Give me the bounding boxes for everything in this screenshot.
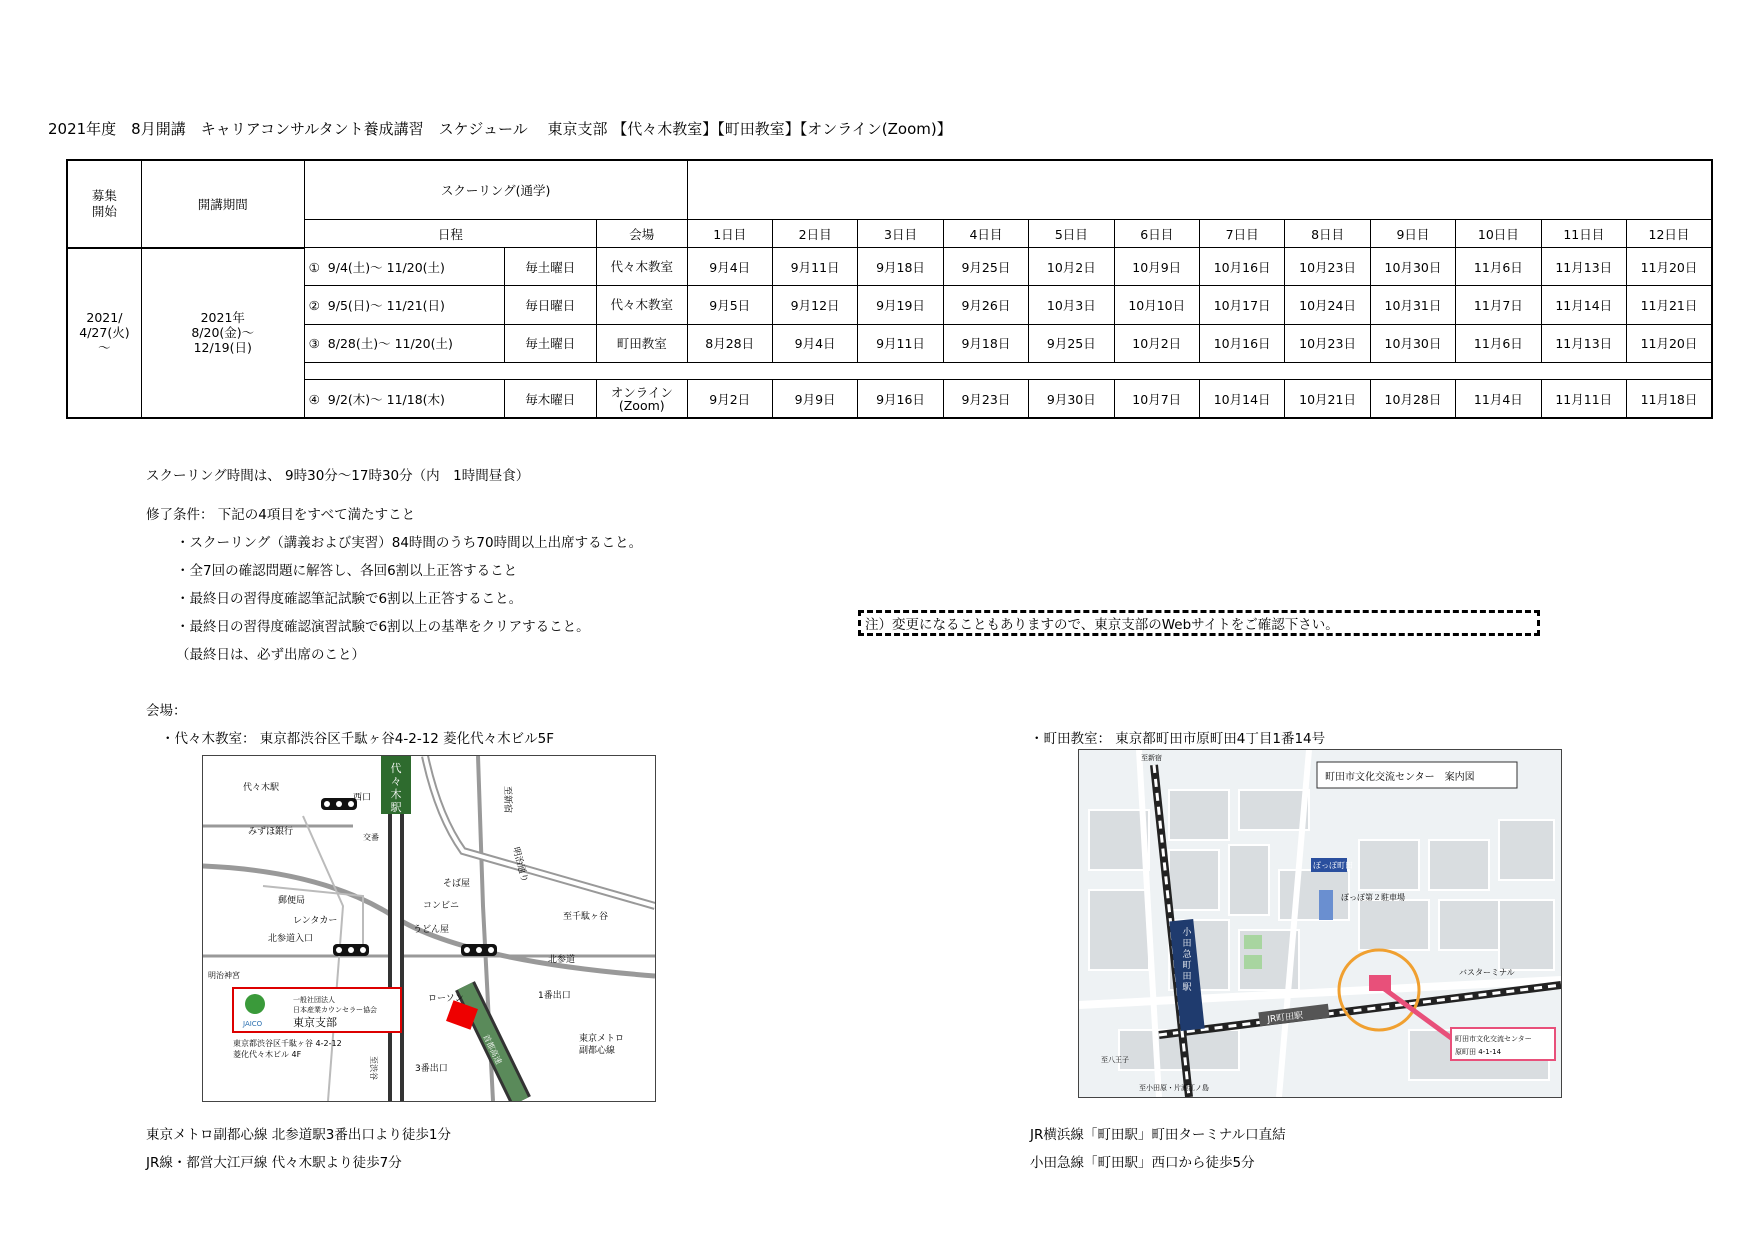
machida-access-2: 小田急線「町田駅」西口から徒歩5分 [1030, 1155, 1255, 1171]
session-date: 9月11日 [772, 248, 857, 286]
map-label-sendagaya: 至千駄ヶ谷 [563, 912, 609, 922]
notice-box: 注）変更になることもありますので、東京支部のWebサイトをご確認下さい。 [858, 610, 1540, 636]
parking2-label: ぽっぽ第２駐車場 [1341, 893, 1405, 902]
session-date: 9月12日 [772, 286, 857, 324]
odakyu-station-label: 小田急町田駅 [1182, 928, 1192, 993]
map-label-nishiguchi: 西口 [353, 793, 372, 803]
session-date: 8月28日 [687, 324, 772, 362]
map-label-expressway: 首都高速 [481, 1032, 504, 1066]
machida-access-1: JR横浜線「町田駅」町田ターミナル口直結 [1030, 1127, 1286, 1143]
session-date: 9月23日 [943, 380, 1028, 418]
completion-title: 修了条件： 下記の4項目をすべて満たすこと [146, 507, 416, 523]
session-date: 10月16日 [1199, 324, 1284, 362]
map-label-udon: うどん屋 [413, 925, 450, 935]
session-date: 10月2日 [1114, 324, 1199, 362]
session-date: 9月9日 [772, 380, 857, 418]
session-date: 10月31日 [1370, 286, 1455, 324]
schedule-venue: オンライン (Zoom) [597, 380, 687, 418]
condition-4: ・最終日の習得度確認演習試験で6割以上の基準をクリアすること。 [176, 619, 590, 635]
map-label-soba: そば屋 [443, 879, 471, 889]
map-label-mizuho: みずほ銀行 [248, 827, 294, 837]
yoyogi-access-2: JR線・都営大江戸線 代々木駅より徒歩7分 [146, 1155, 402, 1171]
org-line1: 一般社団法人 [293, 996, 335, 1004]
org-line3: 東京支部 [293, 1016, 337, 1029]
session-date: 9月26日 [943, 286, 1028, 324]
yoyogi-address: ・代々木教室： 東京都渋谷区千駄ヶ谷4-2-12 菱化代々木ビル5F [161, 731, 555, 747]
schedule-venue: 町田教室 [597, 324, 687, 362]
session-date: 10月2日 [1029, 248, 1114, 286]
map-label-metro: 東京メトロ副都心線 [579, 1034, 625, 1056]
map-label-shinjuku: 至新宿 [502, 786, 512, 814]
session-date: 10月14日 [1199, 380, 1284, 418]
day-header: 3日目 [858, 220, 943, 248]
session-date: 10月21日 [1285, 380, 1370, 418]
header-schooling: スクーリング(通学) [304, 160, 687, 220]
session-date: 11月18日 [1626, 380, 1712, 418]
yoyogi-station-box: 代々木駅 [390, 762, 402, 814]
schedule-range: ② 9/5(日)～ 11/21(日) [304, 286, 504, 324]
machida-map [1078, 749, 1562, 1098]
parking-label: ぽっぽ町田 [1313, 861, 1353, 870]
session-date: 9月5日 [687, 286, 772, 324]
condition-2: ・全7回の確認問題に解答し、各回6割以上正答すること [176, 563, 518, 579]
course-period: 2021年 8/20(金)～ 12/19(日) [141, 248, 304, 418]
yoyogi-map [202, 755, 656, 1102]
map-label-exit1: 1番出口 [538, 991, 571, 1001]
header-recruit: 募集 開始 [67, 160, 141, 248]
day-header: 9日目 [1370, 220, 1455, 248]
page-title: 2021年度 8月開講 キャリアコンサルタント養成講習 スケジュール 東京支部 【代々木教室】【町田教室】【オンライン(Zoom)】 [48, 120, 952, 138]
center-address: 原町田 4-1-14 [1455, 1048, 1502, 1056]
schedule-weekday: 毎木曜日 [504, 380, 596, 418]
schedule-venue: 代々木教室 [597, 248, 687, 286]
bus-terminal-label: バスターミナル [1459, 968, 1515, 977]
header-period: 開講期間 [141, 160, 304, 248]
day-header: 11日目 [1541, 220, 1626, 248]
recruit-start: 2021/ 4/27(火) ～ [67, 248, 141, 418]
yoyogi-access-1: 東京メトロ副都心線 北参道駅3番出口より徒歩1分 [146, 1127, 451, 1143]
session-date: 10月30日 [1370, 324, 1455, 362]
venue-label: 会場： [146, 703, 187, 719]
session-date: 11月13日 [1541, 324, 1626, 362]
map-label-shibuya: 至渋谷 [369, 1056, 378, 1080]
schedule-table [66, 159, 1713, 419]
day-header: 6日目 [1114, 220, 1199, 248]
session-date: 11月20日 [1626, 324, 1712, 362]
jr-station-label: JR町田駅 [1266, 1010, 1304, 1026]
machida-address: ・町田教室： 東京都町田市原町田4丁目1番14号 [1030, 731, 1326, 747]
machida-to-yokohama: 至小田原・片瀬江ノ島 [1139, 1084, 1209, 1092]
session-date: 10月30日 [1370, 248, 1455, 286]
condition-5: （最終日は、必ず出席のこと） [176, 647, 365, 663]
header-blank [687, 160, 1712, 220]
session-date: 11月21日 [1626, 286, 1712, 324]
session-date: 9月16日 [858, 380, 943, 418]
map-label-lawson: ローソン [428, 994, 464, 1004]
map-label-meiji-jingu: 明治神宮 [208, 971, 240, 980]
map-label-meiji-dori: 明治通り [510, 846, 530, 884]
map-label-kitasando: 北参道 [548, 955, 576, 965]
jaico-logo: JAICO [243, 1020, 263, 1028]
map-label-konbini: コンビニ [423, 901, 460, 911]
session-date: 11月7日 [1456, 286, 1541, 324]
schedule-weekday: 毎土曜日 [504, 324, 596, 362]
session-date: 9月18日 [943, 324, 1028, 362]
schedule-weekday: 毎日曜日 [504, 286, 596, 324]
session-date: 9月19日 [858, 286, 943, 324]
session-date: 11月13日 [1541, 248, 1626, 286]
map-label-rental: レンタカー [293, 916, 338, 926]
day-header: 5日目 [1029, 220, 1114, 248]
schedule-range: ① 9/4(土)～ 11/20(土) [304, 248, 504, 286]
session-date: 10月17日 [1199, 286, 1284, 324]
day-header: 1日目 [687, 220, 772, 248]
session-date: 11月14日 [1541, 286, 1626, 324]
session-date: 10月23日 [1285, 248, 1370, 286]
schedule-range: ④ 9/2(木)～ 11/18(木) [304, 380, 504, 418]
session-date: 11月6日 [1456, 324, 1541, 362]
session-date: 9月30日 [1029, 380, 1114, 418]
machida-to-shinjuku: 至新宿 [1141, 754, 1162, 762]
session-date: 9月11日 [858, 324, 943, 362]
schooling-time: スクーリング時間は、 9時30分～17時30分（内 1時間昼食） [146, 468, 530, 484]
day-header: 2日目 [772, 220, 857, 248]
session-date: 9月25日 [1029, 324, 1114, 362]
session-date: 11月4日 [1456, 380, 1541, 418]
map-label-kitasando-entrance: 北参道入口 [268, 934, 314, 944]
session-date: 10月24日 [1285, 286, 1370, 324]
session-date: 10月28日 [1370, 380, 1455, 418]
map-label-exit3: 3番出口 [415, 1064, 448, 1074]
machida-to-hachioji: 至八王子 [1101, 1056, 1129, 1064]
map-label-koban: 交番 [363, 833, 379, 842]
session-date: 10月7日 [1114, 380, 1199, 418]
day-header: 7日目 [1199, 220, 1284, 248]
session-date: 11月20日 [1626, 248, 1712, 286]
session-date: 9月4日 [772, 324, 857, 362]
session-date: 9月2日 [687, 380, 772, 418]
session-date: 10月3日 [1029, 286, 1114, 324]
machida-map-title: 町田市文化交流センター 案内図 [1325, 772, 1475, 783]
condition-1: ・スクーリング（講義および実習）84時間のうち70時間以上出席すること。 [176, 535, 643, 551]
schedule-weekday: 毎土曜日 [504, 248, 596, 286]
map-label-post: 郵便局 [278, 896, 306, 906]
day-header: 4日目 [943, 220, 1028, 248]
condition-3: ・最終日の習得度確認筆記試験で6割以上正答すること。 [176, 591, 523, 607]
header-schedule: 日程 [304, 220, 596, 248]
schedule-venue: 代々木教室 [597, 286, 687, 324]
map-addr1: 東京都渋谷区千駄ヶ谷 4-2-12 [233, 1039, 342, 1048]
row-spacer [304, 362, 1712, 380]
session-date: 9月25日 [943, 248, 1028, 286]
org-line2: 日本産業カウンセラー協会 [293, 1006, 377, 1014]
session-date: 10月23日 [1285, 324, 1370, 362]
session-date: 9月4日 [687, 248, 772, 286]
day-header: 12日目 [1626, 220, 1712, 248]
schedule-range: ③ 8/28(土)～ 11/20(土) [304, 324, 504, 362]
center-label: 町田市文化交流センター [1455, 1035, 1532, 1043]
day-header: 10日目 [1456, 220, 1541, 248]
header-venue: 会場 [597, 220, 687, 248]
day-header: 8日目 [1285, 220, 1370, 248]
map-addr2: 菱化代々木ビル 4F [233, 1050, 302, 1059]
session-date: 11月6日 [1456, 248, 1541, 286]
map-label-yoyogi-st: 代々木駅 [243, 783, 280, 793]
session-date: 10月16日 [1199, 248, 1284, 286]
session-date: 10月9日 [1114, 248, 1199, 286]
session-date: 10月10日 [1114, 286, 1199, 324]
session-date: 11月11日 [1541, 380, 1626, 418]
session-date: 9月18日 [858, 248, 943, 286]
